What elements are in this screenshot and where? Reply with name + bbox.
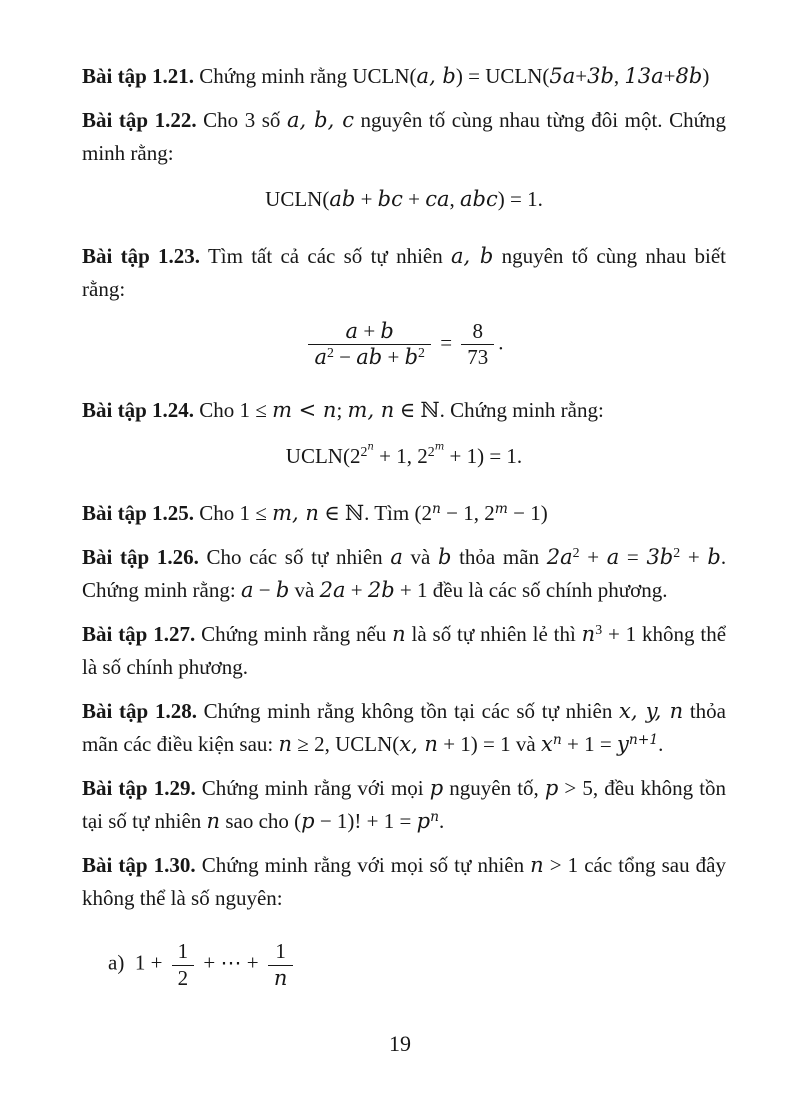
text-run: 3 [595,622,603,638]
text-run: Chứng minh rằng với mọi [195,776,430,801]
problem-1-29 [82,772,726,838]
text-run: − 1)! + 1 = [314,809,417,834]
text-run: Chứng minh rằng không tồn tại các số tự nhiên [196,699,620,724]
text-run: 5a [549,64,576,88]
text-run: Cho các số tự nhiên [198,545,391,570]
text-run: m [434,441,445,453]
text-run: 1 [177,939,189,964]
text-run: nguyên tố cùng nhau biết rằng: [82,244,726,301]
text-run: + 1, 2 [373,444,428,469]
text-run: n [392,622,406,647]
problem-1-21 [82,60,726,93]
text-run: n [552,732,562,749]
text-run: a, b [416,64,456,88]
text-run: 2b [367,578,395,603]
fraction-numerator [340,319,400,344]
text-run: − 1, 2 [440,501,495,526]
text-run: m < n [272,398,337,423]
text-run: ≥ 2, UCLN( [292,732,400,757]
text-run: Chứng minh rằng UCLN( [194,64,417,88]
problem-label: Bài tập 1.30. [82,853,196,878]
text-run: ) [702,64,710,88]
fraction [172,939,195,990]
text-run: 2 [427,444,435,460]
text-run: p [544,776,559,801]
text-run: y [616,732,629,757]
text-run: nguyên tố cùng nhau từng đôi một. Chứng minh rằng: [82,108,726,165]
text-run: ca [425,187,450,211]
text-run: ) = 1. [497,187,543,211]
text-run: 73 [467,345,489,370]
text-run: + [345,578,368,603]
problem-label: Bài tập 1.21. [82,64,195,88]
text-run: b [707,545,721,570]
text-run: thỏa mãn [451,545,547,570]
problem-1-25 [82,497,726,530]
text-run: > 1 các tổng sau đây không thể là số nguyên: [82,853,726,911]
text-run: 1 [275,939,286,964]
text-run: n [431,501,441,518]
text-run: a) 1 + [108,950,168,975]
problem-label: Bài tập 1.28. [82,699,197,724]
text-run: và [289,578,320,603]
text-run: 8b [675,64,703,88]
text-run: , [613,64,625,88]
text-run: và [402,545,438,570]
text-run: sao cho ( [220,809,302,834]
text-run: n [278,732,293,757]
problem-label: Bài tập 1.23. [82,244,201,268]
text-run: n [206,809,221,834]
text-run: 3b [646,545,674,570]
text-run: ab [356,345,383,370]
text-run: m, n [347,398,395,423]
text-run: 13a [624,64,664,88]
text-run: = [619,545,647,570]
problem-label: Bài tập 1.29. [82,776,196,801]
text-run: a [314,345,327,370]
text-run: 2a [319,578,346,603]
text-run: p [416,809,431,834]
problem-1-30 [82,849,726,915]
fraction-numerator [172,939,195,964]
text-run: + ⋯ + [198,950,264,975]
text-run: p [429,776,444,801]
text-run: p [301,809,315,834]
text-run: n [430,809,440,826]
text-run: − [333,345,357,370]
equation-1-23 [82,319,726,370]
fraction-denominator [308,344,431,370]
text-run: ∈ ℕ. Chứng minh rằng: [394,398,604,423]
text-run: Cho 1 ≤ [194,501,273,526]
text-run: UCLN( [265,187,330,211]
text-run: + [402,187,426,211]
text-run: a [240,578,254,603]
text-run: . [658,732,664,757]
text-run: n [273,965,288,990]
text-run: − [253,578,276,603]
equation-1-24 [82,440,726,473]
text-run: n [581,622,596,647]
text-run: n [367,441,374,453]
page-number: 19 [389,1031,411,1056]
text-run: thỏa mãn các điều kiện sau: [82,699,726,757]
text-run: + 1 đều là các số chính phương. [394,578,668,603]
text-run: = [434,330,458,355]
problem-1-27 [82,618,726,684]
text-run: ∈ ℕ. Tìm (2 [318,501,432,526]
text-run: + [358,319,381,343]
text-run: a [345,319,359,343]
item-a [108,939,726,990]
fraction-denominator [268,965,294,991]
text-run: + 1) = 1 và [437,732,541,757]
text-run: . [498,330,504,355]
fraction-numerator [269,939,292,964]
text-run: + 1 = [561,732,617,757]
text-run: b [380,319,394,343]
text-run: Tìm tất cả các số tự nhiên [200,244,451,268]
text-run: a, b [451,244,494,268]
text-run: b [437,545,452,570]
text-run: + [680,545,708,570]
text-run: Chứng minh rằng nếu [195,622,393,647]
problem-label: Bài tập 1.25. [82,501,195,526]
problem-label: Bài tập 1.24. [82,398,195,423]
text-run: b [404,345,419,370]
text-run: 2 [418,345,425,361]
text-run: . [439,809,445,834]
text-run: x [540,732,553,757]
text-run: m [494,501,508,518]
text-run: + 1 không thể là số chính phương. [82,622,727,680]
fraction-denominator [461,344,494,370]
problem-label: Bài tập 1.26. [82,545,199,570]
text-run: m, n [272,501,319,526]
text-run: a [606,545,620,570]
problem-label: Bài tập 1.22. [82,108,197,132]
text-run: 2a [546,545,573,570]
text-run: bc [377,187,403,211]
text-run: ) = UCLN( [455,64,550,88]
text-run: > 5, đều không tồn tại số tự nhiên [82,776,727,834]
text-run: b [275,578,290,603]
text-run: UCLN(2 [285,444,361,469]
text-run: abc [460,187,498,211]
problem-1-28 [82,695,726,761]
text-run: Cho 1 ≤ [194,398,273,423]
text-run: n [530,853,544,878]
page-content [82,60,726,991]
text-run: 2 [572,545,580,561]
text-run: a, b, c [286,108,354,132]
text-run: 2 [177,965,189,990]
text-run: n+1 [628,732,659,749]
text-run: a [390,545,403,570]
text-run: . Chứng minh rằng: [82,545,727,603]
fraction-denominator [172,965,195,991]
text-run: Cho 3 số [196,108,287,132]
text-run: 3b [587,64,614,88]
text-run: 8 [472,319,484,343]
text-run: − 1) [507,501,548,526]
text-run: + 1) = 1. [444,444,523,469]
text-run: x, y, n [619,699,684,724]
equation-1-22 [82,183,726,216]
problem-1-23 [82,240,726,306]
problem-1-22 [82,104,726,170]
fraction [308,319,431,370]
text-run: + [382,345,405,370]
text-run: , [449,187,460,211]
text-run: 2 [326,345,334,361]
text-run: là số tự nhiên lẻ thì [405,622,582,647]
problem-1-24 [82,394,726,427]
fraction [268,939,294,990]
problem-1-26 [82,541,726,607]
text-run: ; [336,398,348,423]
text-run: + [663,64,676,88]
fraction-numerator [467,319,490,344]
text-run: nguyên tố, [443,776,545,801]
text-run: + [575,64,588,88]
text-run: Chứng minh rằng với mọi số tự nhiên [195,853,531,878]
text-run: 2 [360,444,368,460]
problem-label: Bài tập 1.27. [82,622,196,647]
text-run: + [355,187,378,211]
text-run: x, n [399,732,438,757]
text-run: ab [329,187,356,211]
text-run: + [579,545,607,570]
text-run: 2 [673,545,681,561]
fraction [461,319,494,370]
